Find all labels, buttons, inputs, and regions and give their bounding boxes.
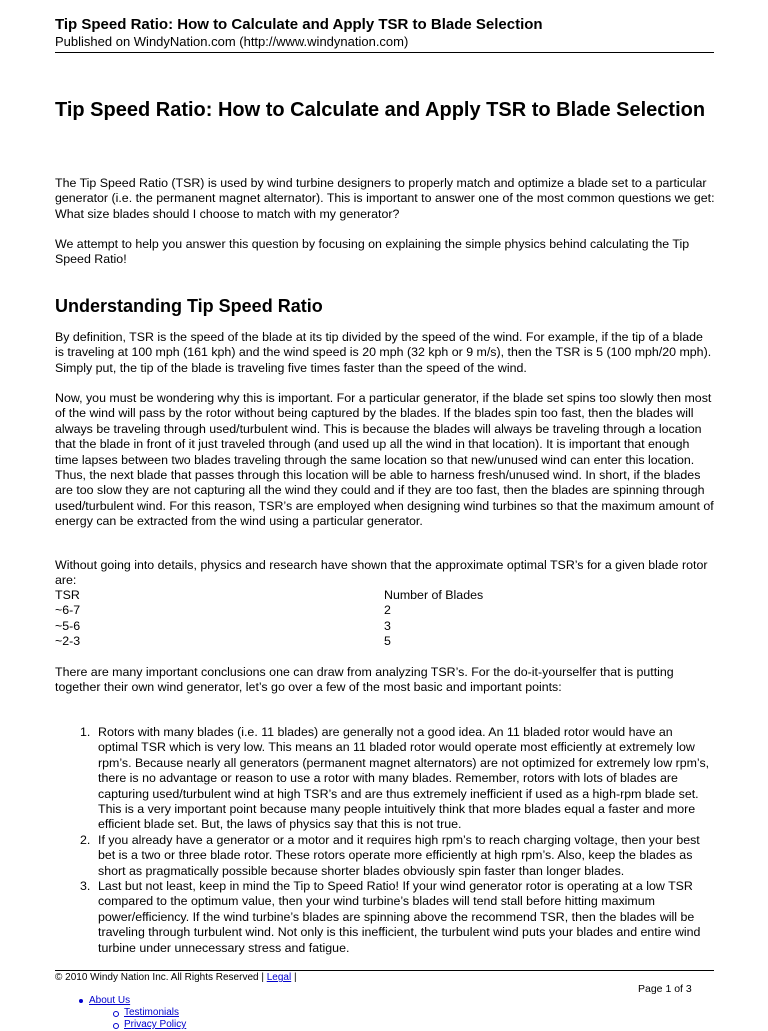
footer-copyright (55, 972, 297, 983)
footer-link-item (55, 1007, 186, 1019)
optimal-tsr-paragraph: Without going into details, physics and research have shown that the approximate optimal TSR’s for a given blade rotor are: (55, 558, 708, 588)
list-item-number: 1. (80, 725, 91, 739)
table-row (55, 634, 715, 649)
footer-links (55, 995, 186, 1031)
list-item (55, 833, 715, 879)
table-cell-tsr: ~2-3 (55, 634, 81, 649)
importance-paragraph: Now, you must be wondering why this is important. For a particular generator, if the blade set spins too slowly then most of the wind will pass by the rotor without being captured by the blades. If the blades spin too fast, then the blades will always be traveling through used/turbulent wind. This is because the blades will always be traveling through a location that the blade in front of it just traveled through (and used up all the wind in that location). It is important that enough time lapses between two blades traveling through the same location so that new/unused wind can enter this location. Thus, the next blade that passes through this location will be able to harness fresh/unused wind. In short, if the blades are too slow they are not capturing all the wind they could and if they are too fast, then the blades are spinning through used/turbulent wind. For this reason, TSR’s are employed when designing wind turbines so that the maximum amount of energy can be extracted from the wind using a particular generator. (55, 391, 714, 529)
table-cell-blades: 2 (384, 603, 391, 618)
footer-separator: | (293, 972, 297, 983)
table-cell-blades: 3 (384, 618, 391, 633)
header-published: Published on WindyNation.com (http://www.windynation.com) (55, 34, 409, 49)
list-item-number: 3. (80, 879, 91, 894)
table-cell-tsr: ~5-6 (55, 618, 81, 633)
footer-link-item (55, 995, 186, 1007)
about-us-link[interactable]: About Us (89, 995, 131, 1006)
intro-paragraph-2: We attempt to help you answer this question by focusing on explaining the simple physics behind calculating the Tip Speed Ratio! (55, 237, 690, 267)
section-heading: Understanding Tip Speed Ratio (55, 296, 323, 316)
table-header-tsr: TSR (55, 588, 80, 602)
page-title: Tip Speed Ratio: How to Calculate and Apply TSR to Blade Selection (55, 99, 706, 121)
list-item (55, 725, 715, 833)
copyright-text: © 2010 Windy Nation Inc. All Rights Reserved | (55, 972, 264, 983)
list-item-text: Last but not least, keep in mind the Tip to Speed Ratio! If your wind generator rotor is operating at a low TSR compared to the optimum value, then your wind turbine’s blades will tend stall before hitting maximum power/efficiency. If the wind turbine’s blades are spinning above the recommend TSR, then the blades will be traveling through turbulent wind. Not only is this inefficient, the turbulent wind puts your blades and entire wind turbine under unnecessary stress and fatigue. (98, 879, 701, 955)
footer-divider (55, 970, 714, 971)
table-header-blades: Number of Blades (384, 588, 484, 602)
testimonials-link[interactable]: Testimonials (124, 1007, 180, 1018)
legal-link[interactable]: Legal (266, 972, 292, 983)
bullet-icon (79, 999, 83, 1003)
table-cell-blades: 5 (384, 634, 391, 649)
table-cell-tsr: ~6-7 (55, 603, 81, 618)
list-item-text: If you already have a generator or a motor and it requires high rpm’s to reach charging voltage, then your best bet is a two or three blade rotor. These rotors operate more efficiently at high rpm’s. Also, keep the blades as short as pragmatically possible because shorter blades obviously spin faster than longer blades. (98, 832, 700, 878)
list-item (55, 879, 715, 956)
key-points-list (55, 725, 715, 956)
table-row (55, 619, 715, 634)
page-number: Page 1 of 3 (638, 983, 692, 995)
list-item-text: Rotors with many blades (i.e. 11 blades) are generally not a good idea. An 11 bladed rotor would have an optimal TSR which is very low. This means an 11 bladed rotor would operate most efficiently at extremely low rpm’s. Because nearly all generators (permanent magnet alternators) are not optimized for extremely low rpm’s, there is no advantage or reason to use a rotor with many blades. Remember, rotors with lots of blades are capturing used/turbulent wind at high TSR’s and are thus extremely inefficient if used as a high-rpm blade set. This is a very important point because many people intuitively think that more blades equal a faster and more efficient blade set. But, the laws of physics say that this is not true. (98, 725, 710, 832)
privacy-policy-link[interactable]: Privacy Policy (124, 1019, 187, 1030)
intro-paragraph-1: The Tip Speed Ratio (TSR) is used by wind turbine designers to properly match and optimize a blade set to a particular generator (i.e. the permanent magnet alternator). This is important to answer one of the most common questions we get: What size blades should I choose to match with my generator? (55, 176, 715, 221)
circle-bullet-icon (113, 1011, 119, 1017)
table-header-row (55, 588, 715, 603)
conclusions-paragraph: There are many important conclusions one can draw from analyzing TSR’s. For the do-it-yourselfer that is putting together their own wind generator, let’s go over a few of the most basic and important points: (55, 665, 674, 695)
footer-link-item (55, 1019, 186, 1031)
tsr-table (55, 588, 715, 650)
table-row (55, 603, 715, 618)
header-title: Tip Speed Ratio: How to Calculate and Apply TSR to Blade Selection (55, 16, 543, 33)
list-item-number: 2. (80, 832, 91, 847)
header-divider (55, 52, 714, 53)
definition-paragraph: By definition, TSR is the speed of the blade at its tip divided by the speed of the wind. For example, if the tip of a blade is traveling at 100 mph (161 kph) and the wind speed is 20 mph (32 kph or 9 m/s), then the TSR is 5 (100 mph/20 mph). Simply put, the tip of the blade is traveling five times faster than the speed of the wind. (55, 330, 712, 375)
